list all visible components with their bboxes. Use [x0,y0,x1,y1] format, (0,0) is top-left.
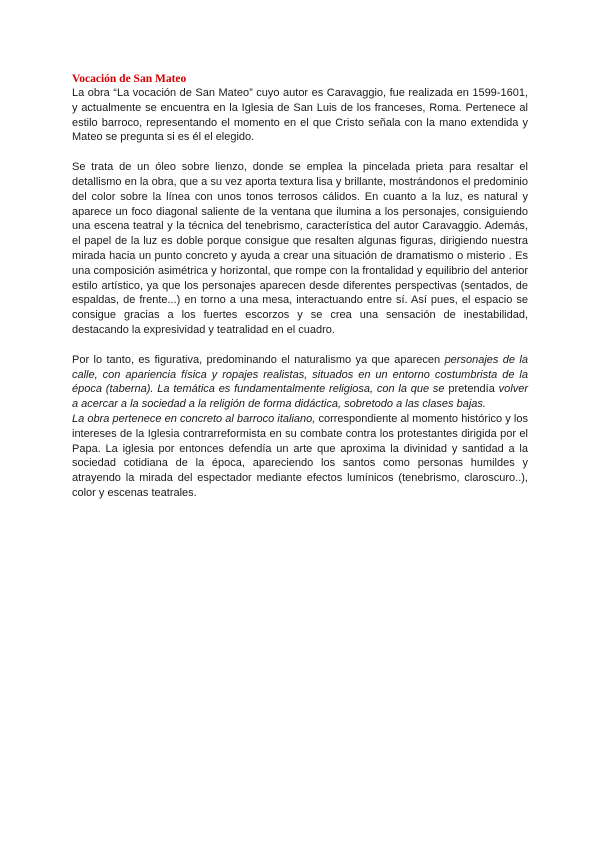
paragraph-intro: La obra “La vocación de San Mateo” cuyo autor es Caravaggio, fue realizada en 1599-1601, y actualmente se encuentra en la Iglesia de San Luis de los franceses, Roma. Pertenece al estilo barroco, representando el momento en el que Cristo señala con la mano extendida y Mateo se pregunta si es él el elegido. [72,87,528,144]
italic-text-run: La obra pertenece en concreto al barroco italiano, [72,412,316,425]
italic-text-run: personajes de la calle, con apariencia física y ropajes realistas, situados en un entorno costumbrista de la época (taberna). La temática es fundamentalmente religiosa, con la que se [72,353,528,396]
paragraph-context [72,412,528,501]
text-run: pretendía [444,383,499,396]
italic-text-run: volver a acercar a la sociedad a la religión de forma didáctica, sobretodo a las clases bajas. [72,383,528,411]
paragraph-spacer [72,145,528,160]
text-run: correspondiente al momento histórico y los intereses de la Iglesia contrarreformista en su combate contra los protestantes dirigida por el Papa. La iglesia por entonces defendía un arte que aproxima la divinidad y santidad a la sociedad cotidiana de la época, apareciendo los santos como personas humildes y atrayendo la mirada del espectador mediante efectos lumínicos (tenebrismo, claroscuro..), color y escenas teatrales. [72,412,528,499]
document-title: Vocación de San Mateo [72,73,187,85]
document-body [72,72,528,501]
paragraph-analysis: Se trata de un óleo sobre lienzo, donde se emplea la pincelada prieta para resaltar el detallismo en la obra, que a su vez aporta textura lisa y brillante, mostrándonos el predominio del color sobre la línea con unos tonos terrosos cálidos. En cuanto a la luz, es natural y aparece un foco diagonal saliente de la ventana que ilumina a los personajes, consiguiendo una escena teatral y la técnica del tenebrismo, característica del autor Caravaggio. Además, el papel de la luz es doble porque consigue que resalten algunas figuras, dirigiendo nuestra mirada hacia un punto concreto y ayuda a crear una situación de dramatismo o misterio . Es una composición asimétrica y horizontal, que rompe con la frontalidad y equilibrio del anterior estilo artístico, ya que los personajes aparecen desde diferentes perspectivas (sentados, de espaldas, de frente...) en torno a una mesa, interactuando entre sí. Así pues, el espacio se consigue gracias a los fuertes escorzos y se crea una sensación de inestabilidad, destacando la expresividad y teatralidad en el cuadro. [72,161,528,336]
paragraph-spacer [72,338,528,353]
text-run: Por lo tanto, es figurativa, predominando el naturalismo ya que aparecen [72,353,445,366]
paragraph-conclusion [72,353,528,412]
